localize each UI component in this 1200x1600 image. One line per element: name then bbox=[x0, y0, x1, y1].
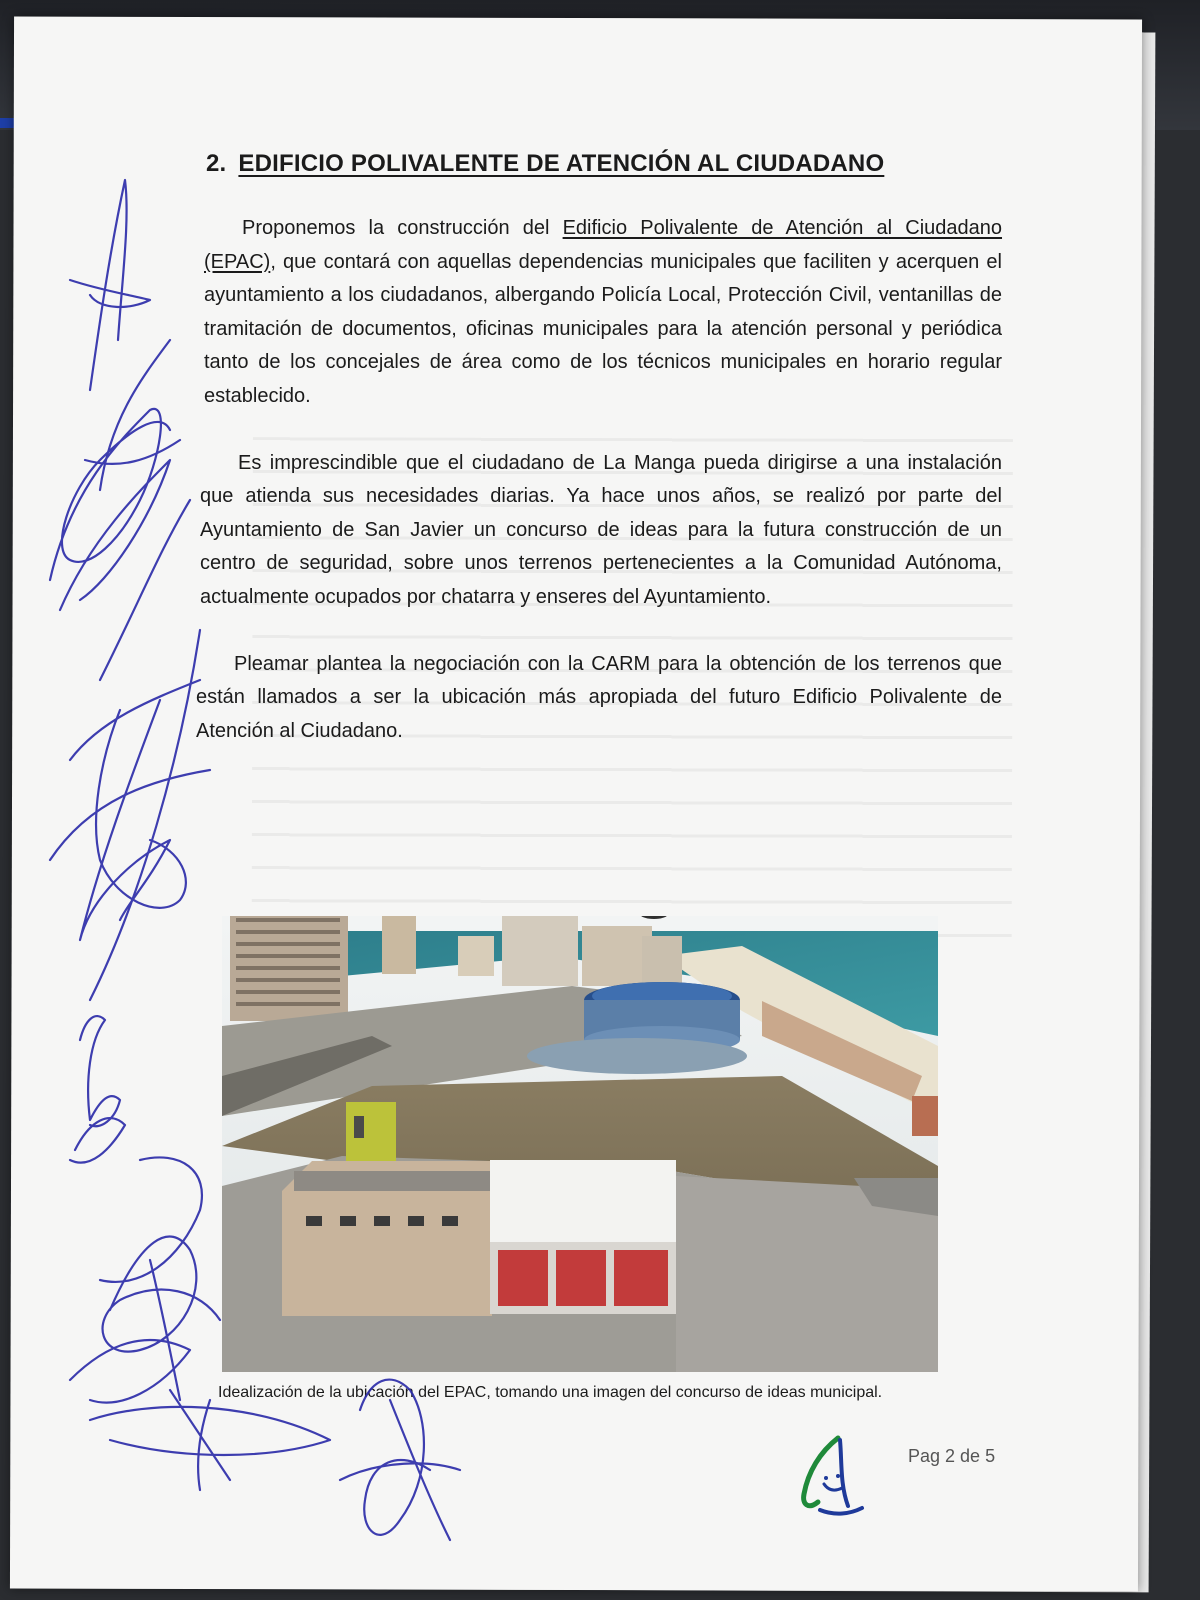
paragraph-2: Es imprescindible que el ciudadano de La Manga pueda dirigirse a una instalación que atienda sus necesidades diarias. Ya hace unos años, se realizó por parte del Ayuntamiento de San Javier un concurso de ideas para la futura construcción de un centro de seguridad, sobre unos terrenos pertenecientes a la Comunidad Autónoma, actualmente ocupados por chatarra y enseres del Ayuntamiento. bbox=[200, 451, 1002, 608]
paragraph-3: Pleamar plantea la negociación con la CARM para la obtención de los terrenos que están llamados a ser la ubicación más apropiada del futuro Edificio Polivalente de Atención al Ciudadano. bbox=[196, 652, 1002, 742]
aerial-view-illustration bbox=[222, 916, 938, 1372]
page-number: Pag 2 de 5 bbox=[908, 1446, 996, 1466]
section-heading bbox=[206, 150, 1002, 178]
paragraph-1 bbox=[204, 212, 1002, 414]
section-title: EDIFICIO POLIVALENTE DE ATENCIÓN AL CIUDADANO bbox=[238, 150, 885, 177]
image-caption: Idealización de la ubicación del EPAC, tomando una imagen del concurso de ideas municipal. bbox=[218, 1384, 883, 1401]
section-number: 2. bbox=[206, 150, 227, 177]
epac-location-photo bbox=[222, 916, 938, 1372]
pleamar-logo-icon bbox=[790, 1432, 880, 1522]
paragraph-1-intro: Proponemos la construcción del bbox=[242, 217, 563, 239]
paragraph-1-body: , que contará con aquellas dependencias municipales que faciliten y acerquen el ayuntamiento a los ciudadanos, albergando Policía Local, Protección Civil, ventanillas de tramitación de documentos, oficinas municipales para la atención personal y periódica tanto de los concejales de área como de los técnicos municipales en horario regular establecido. bbox=[204, 250, 1002, 407]
epac-underlined-name: Edificio Polivalente de Atención al Ciudadano (EPAC) bbox=[204, 217, 1003, 273]
document-content bbox=[196, 150, 1002, 748]
